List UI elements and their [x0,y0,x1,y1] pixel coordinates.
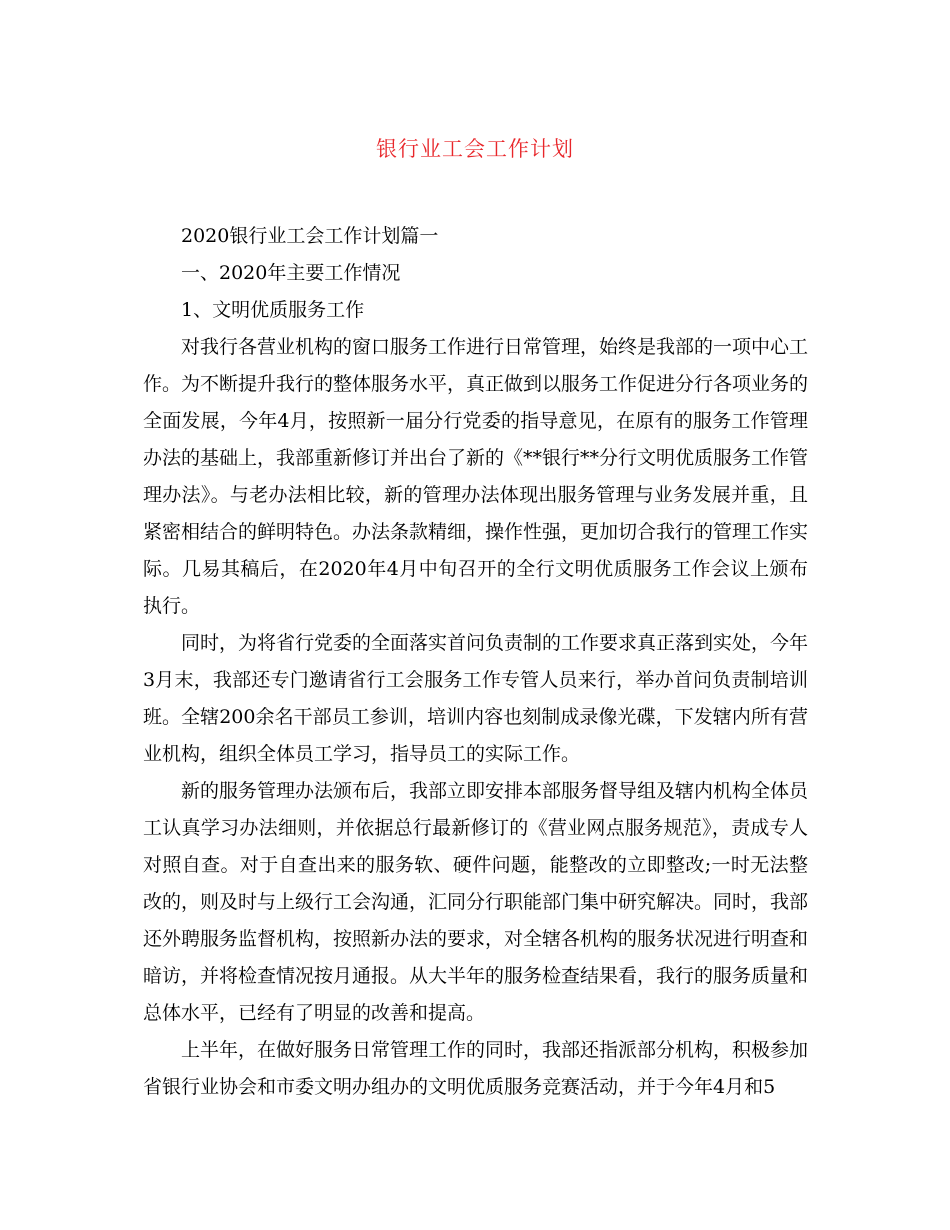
body-paragraph: 新的服务管理办法颁布后，我部立即安排本部服务督导组及辖内机构全体员工认真学习办法细则，并依据总行最新修订的《营业网点服务规范》，责成专人对照自查。对于自查出来的服务软、硬件问题，能整改的立即整改;一时无法整改的，则及时与上级行工会沟通，汇同分行职能部门集中研究解决。同时，我部还外聘服务监督机构，按照新办法的要求，对全辖各机构的服务状况进行明查和暗访，并将检查情况按月通报。从大半年的服务检查结果看，我行的服务质量和总体水平，已经有了明显的改善和提高。 [143,780,809,1024]
document-body [143,218,808,1106]
document-title: 银行业工会工作计划 [376,137,574,161]
body-paragraph: 上半年，在做好服务日常管理工作的同时，我部还指派部分机构，积极参加省银行业协会和市委文明办组办的文明优质服务竞赛活动，并于今年4月和5 [143,1039,809,1098]
body-paragraph: 同时，为将省行党委的全面落实首问负责制的工作要求真正落到实处，今年3月末，我部还专门邀请省行工会服务工作专管人员来行，举办首问负责制培训班。全辖200余名干部员工参训，培训内容也刻制成录像光碟，下发辖内所有营业机构，组织全体员工学习，指导员工的实际工作。 [143,632,809,765]
body-paragraph: 对我行各营业机构的窗口服务工作进行日常管理，始终是我部的一项中心工作。为不断提升我行的整体服务水平，真正做到以服务工作促进分行各项业务的全面发展，今年4月，按照新一届分行党委的指导意见，在原有的服务工作管理办法的基础上，我部重新修订并出台了新的《**银行**分行文明优质服务工作管理办法》。与老办法相比较，新的管理办法体现出服务管理与业务发展并重，且紧密相结合的鲜明特色。办法条款精细，操作性强，更加切合我行的管理工作实际。几易其稿后，在2020年4月中旬召开的全行文明优质服务工作会议上颁布执行。 [143,336,809,617]
section-heading-service: 1、文明优质服务工作 [181,299,365,321]
section-heading-main-work: 一、2020年主要工作情况 [181,262,401,284]
section-heading-article: 2020银行业工会工作计划篇一 [181,225,439,247]
